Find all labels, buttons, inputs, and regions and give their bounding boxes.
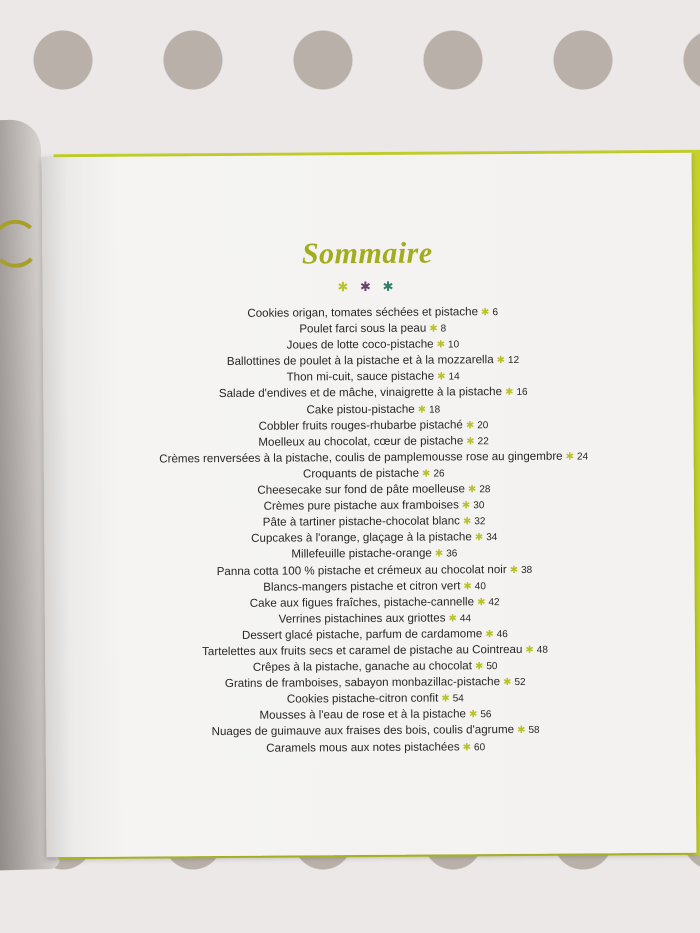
toc-entry-title: Nuages de guimauve aux fraises des bois, coulis d'agrume <box>211 723 515 739</box>
star-icon: ✱ <box>474 532 484 544</box>
toc-entry-title: Ballottines de poulet à la pistache et à la mozzarella <box>226 353 494 369</box>
toc-entry-title: Cake pistou-pistache <box>306 402 415 416</box>
toc-entry-title: Cupcakes à l'orange, glaçage à la pistache <box>251 530 472 546</box>
toc-entry-page: 40 <box>474 580 486 592</box>
toc-entry-title: Moelleux au chocolat, cœur de pistache <box>258 434 464 449</box>
toc-entry-title: Crèmes pure pistache aux framboises <box>263 498 459 513</box>
toc-entry-title: Croquants de pistache <box>302 466 420 481</box>
page-content <box>42 153 697 858</box>
star-icon: ✱ <box>525 644 534 656</box>
toc-entry-page: 58 <box>528 725 540 737</box>
toc-entry-page: 30 <box>473 500 485 512</box>
toc-entry-title: Cake aux figues fraîches, pistache-cannelle <box>249 594 475 610</box>
star-icon: ✱ <box>467 484 477 496</box>
toc-entry-page: 36 <box>446 548 458 560</box>
star-icon: ✱ <box>461 500 471 512</box>
toc-entry-page: 34 <box>486 532 498 544</box>
toc-entry-page: 48 <box>536 644 548 656</box>
star-icon: ✱ <box>437 371 446 383</box>
toc-entry-page: 46 <box>496 628 508 640</box>
star-icon: ✱ <box>462 741 472 753</box>
page-title: Sommaire <box>301 236 433 271</box>
table-of-contents <box>53 303 696 758</box>
toc-entry-page: 10 <box>447 339 460 351</box>
toc-entry-title: Verrines pistachines aux griottes <box>278 611 446 626</box>
book-page <box>42 153 697 858</box>
toc-entry-title: Pâte à tartiner pistache-chocolat blanc <box>262 514 461 529</box>
star-icon: ✱ <box>468 709 478 721</box>
ornament <box>42 277 692 298</box>
decorative-swirl <box>0 219 40 268</box>
toc-entry-title: Cookies origan, tomates séchées et pistache <box>247 305 479 320</box>
star-icon: ✱ <box>466 436 475 448</box>
star-icon: ✱ <box>448 613 457 625</box>
toc-entry-page: 24 <box>576 451 589 463</box>
star-icon: ✱ <box>434 548 444 560</box>
toc-entry-page: 18 <box>429 404 441 416</box>
toc-entry-title: Cookies pistache-citron confit <box>286 691 439 706</box>
star-icon: ✱ <box>465 419 475 431</box>
toc-entry-page: 26 <box>433 468 445 480</box>
star-icon: ✱ <box>480 307 490 319</box>
star-icon: ✱ <box>421 468 431 480</box>
toc-entry-page: 14 <box>448 371 460 383</box>
toc-entry-title: Crèmes renversées à la pistache, coulis de pamplemousse rose au gingembre <box>159 449 563 466</box>
star-icon: ✱ <box>474 661 484 673</box>
star-icon: ✱ <box>485 629 494 641</box>
toc-entry-title: Caramels mous aux notes pistachées <box>266 739 460 755</box>
toc-entry-title: Panna cotta 100 % pistache et crémeux au chocolat noir <box>216 562 507 578</box>
toc-entry-page: 12 <box>508 355 520 367</box>
star-icon: ✱ <box>509 564 519 576</box>
toc-entry-page: 54 <box>452 693 464 705</box>
toc-entry-page: 20 <box>477 419 489 431</box>
star-icon: ✱ <box>441 693 450 705</box>
toc-entry-page: 22 <box>477 435 489 447</box>
star-icon: ✱ <box>503 677 512 689</box>
toc-entry-page: 16 <box>516 387 528 399</box>
star-icon: ✱ <box>496 355 506 367</box>
star-icon: ✱ <box>462 516 472 528</box>
toc-entry-title: Thon mi-cuit, sauce pistache <box>286 369 435 384</box>
flower-icon: ✱ <box>382 278 398 294</box>
toc-entry-title: Tartelettes aux fruits secs et caramel de pistache au Cointreau <box>202 642 523 659</box>
toc-entry-title: Salade d'endives et de mâche, vinaigrette à la pistache <box>218 385 503 401</box>
toc-entry-title: Cheesecake sur fond de pâte moelleuse <box>257 482 465 497</box>
toc-entry-page: 8 <box>440 323 447 335</box>
toc-entry-page: 32 <box>474 516 486 528</box>
toc-entry-page: 28 <box>479 484 491 496</box>
star-icon: ✱ <box>417 404 427 416</box>
toc-entry-page: 60 <box>473 741 486 753</box>
toc-entry-title: Poulet farci sous la peau <box>299 321 427 336</box>
toc-entry-title: Blancs-mangers pistache et citron vert <box>263 578 461 594</box>
toc-entry-title: Gratins de framboises, sabayon monbazillac-pistache <box>224 675 501 691</box>
star-icon: ✱ <box>463 580 472 592</box>
toc-entry-title: Millefeuille pistache-orange <box>291 546 432 561</box>
toc-entry <box>56 737 696 758</box>
star-icon: ✱ <box>517 725 526 737</box>
star-icon: ✱ <box>477 596 486 608</box>
toc-entry-title: Dessert glacé pistache, parfum de cardamome <box>241 627 483 642</box>
toc-entry-page: 52 <box>514 677 526 689</box>
star-icon: ✱ <box>429 323 438 335</box>
toc-entry-title: Mousses à l'eau de rose et à la pistache <box>259 707 467 723</box>
toc-entry-page: 42 <box>488 596 500 608</box>
toc-entry-title: Cobbler fruits rouges-rhubarbe pistaché <box>258 417 463 433</box>
toc-entry-title: Crêpes à la pistache, ganache au chocolat <box>252 659 472 674</box>
toc-entry-page: 56 <box>480 709 492 721</box>
star-icon: ✱ <box>565 451 575 463</box>
star-icon: ✱ <box>505 387 514 399</box>
toc-entry-page: 38 <box>521 564 533 576</box>
flower-icon: ✱ <box>359 278 375 295</box>
toc-entry-page: 44 <box>459 613 472 625</box>
star-icon: ✱ <box>436 339 446 351</box>
toc-entry-title: Joues de lotte coco-pistache <box>286 337 434 352</box>
toc-entry-page: 50 <box>486 661 498 673</box>
toc-entry-page: 6 <box>492 307 499 319</box>
flower-icon: ✱ <box>337 279 353 295</box>
